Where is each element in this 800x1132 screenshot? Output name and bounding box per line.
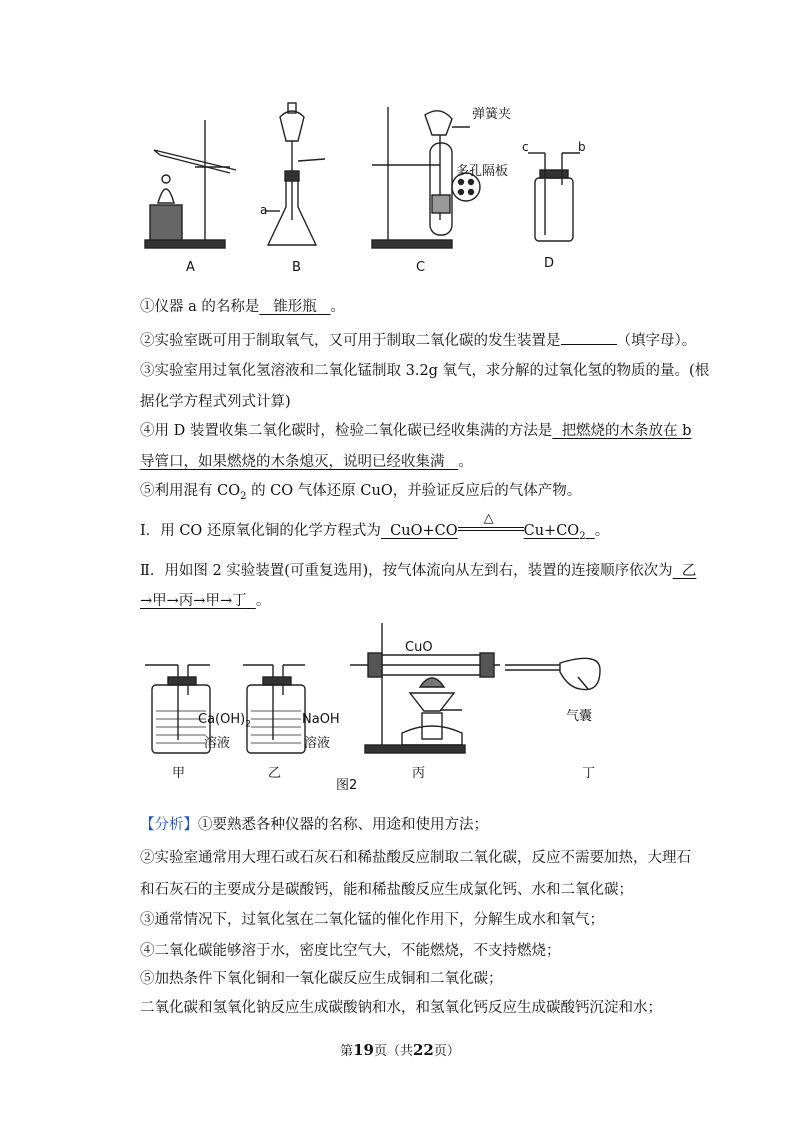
q2-suffix: （填字母）。	[616, 333, 697, 349]
fig2-label-jia: 甲	[172, 766, 186, 781]
qII-suffix: 。	[255, 593, 271, 609]
qII-prefix: Ⅱ．用如图 2 实验装置(可重复选用)，按气体流向从左到右，装置的连接顺序依次为	[140, 563, 673, 579]
label-naoh: NaOH	[302, 712, 340, 727]
analysis-line-1	[140, 815, 488, 835]
question-I	[140, 511, 610, 547]
fig1-label-c: C	[416, 260, 426, 275]
label-a-instrument: a	[260, 203, 268, 217]
fig1-label-a: A	[186, 260, 195, 275]
page-number: 19	[353, 1041, 374, 1059]
page-footer: 第19页（共22页）	[340, 1041, 460, 1059]
question-2	[140, 330, 696, 351]
label-spring-clip: 弹簧夹	[472, 107, 512, 122]
q1-suffix: 。	[330, 299, 346, 315]
label-porous-plate: 多孔隔板	[456, 164, 509, 179]
q5-sub: 2	[240, 490, 247, 502]
analysis-text-1: ①要熟悉各种仪器的名称、用途和使用方法；	[198, 817, 488, 833]
q5-prefix: ⑤利用混有 CO	[140, 483, 241, 499]
question-II-line-1	[140, 561, 696, 581]
question-3-line-1: ③实验室用过氧化氢溶液和二氧化锰制取 3.2g 氧气，求分解的过氧化氢的物质的量。(根	[140, 363, 710, 379]
analysis-line-2: ②实验室通常用大理石或石灰石和稀盐酸反应制取二氧化碳，反应不需要加热，大理石	[140, 850, 691, 866]
q2-blank	[561, 330, 617, 345]
q4-answer-1: 把燃烧的木条放在 b	[561, 423, 692, 439]
q4-prefix: ④用 D 装置收集二氧化碳时，检验二氧化碳已经收集满的方法是	[140, 423, 553, 439]
fig1-label-d: D	[544, 256, 555, 271]
label-caoh2-solution: 溶液	[204, 736, 231, 751]
question-3-line-2: 据化学方程式列式计算)	[140, 394, 291, 410]
question-II-line-2	[140, 591, 270, 611]
fig2-label-ding: 丁	[582, 766, 596, 781]
label-c-tube: c	[522, 140, 529, 154]
question-4-line-2	[140, 452, 473, 472]
q4-suffix: 。	[458, 454, 473, 470]
apparatus-figure-2	[140, 615, 620, 775]
fig2-label-bing: 丙	[412, 766, 426, 781]
qI-prefix: Ⅰ．用 CO 还原氧化铜的化学方程式为	[140, 523, 381, 539]
fig1-label-b: B	[292, 260, 301, 275]
analysis-tag: 【分析】	[140, 817, 198, 833]
total-pages: 22	[413, 1041, 434, 1059]
analysis-line-7: 二氧化碳和氢氧化钠反应生成碳酸钠和水，和氢氧化钙反应生成碳酸钙沉淀和水；	[140, 1000, 662, 1016]
question-1	[140, 297, 345, 317]
qI-equation: CuO+CO △ $Cu+CO_2$	[390, 511, 586, 542]
q1-prefix: ①仪器 a 的名称是	[140, 299, 260, 315]
label-caoh2: $Ca(OH)_2$	[198, 712, 251, 730]
qI-suffix: 。	[594, 523, 610, 539]
question-4-line-1	[140, 421, 691, 441]
analysis-line-3: 和石灰石的主要成分是碳酸钙，能和稀盐酸反应生成氯化钙、水和二氧化碳；	[140, 882, 633, 898]
fig2-caption: 图2	[336, 778, 358, 793]
fig2-label-yi: 乙	[268, 766, 282, 781]
apparatus-figure-1	[140, 95, 600, 280]
label-airbag: 气囊	[566, 709, 593, 724]
q2-text: ②实验室既可用于制取氧气，又可用于制取二氧化碳的发生装置是	[140, 333, 561, 349]
qII-answer-1: 乙	[681, 563, 697, 579]
label-cuo: CuO	[405, 640, 433, 655]
label-naoh-solution: 溶液	[304, 736, 331, 751]
analysis-line-6: ⑤加热条件下氧化铜和一氧化碳反应生成铜和二氧化碳；	[140, 971, 503, 987]
qII-answer-2: →甲→丙→甲→丁	[140, 593, 247, 609]
question-5	[140, 481, 581, 507]
label-b-tube: b	[578, 140, 586, 154]
q5-suffix: 的 CO 气体还原 CuO，并验证反应后的气体产物。	[246, 483, 582, 499]
q4-answer-2: 导管口，如果燃烧的木条熄灭，说明已经收集满	[140, 454, 445, 470]
analysis-line-5: ④二氧化碳能够溶于水，密度比空气大，不能燃烧，不支持燃烧；	[140, 943, 561, 959]
q1-answer: 锥形瓶	[273, 299, 317, 315]
reaction-arrow: △	[458, 521, 524, 535]
analysis-line-4: ③通常情况下，过氧化氢在二氧化锰的催化作用下，分解生成水和氧气；	[140, 912, 604, 928]
